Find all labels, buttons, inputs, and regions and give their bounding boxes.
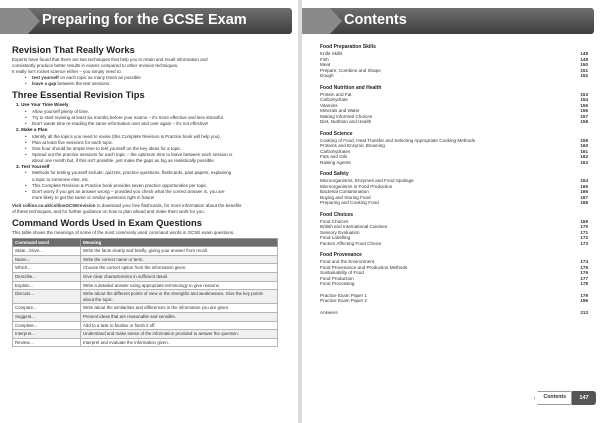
command-word: Complete... (13, 321, 81, 330)
toc-page: 178 (580, 281, 588, 286)
meaning: Give clear characteristics in sufficient detail. (81, 272, 278, 281)
bullet-text: a topic to someone else, etc. (32, 176, 90, 182)
left-page (0, 0, 298, 423)
command-word: Name... (13, 255, 81, 264)
bullet-text: about one month but, if this isn't possible, just make the gaps as big as realistically possible. (32, 157, 215, 163)
column-header: Meaning (81, 239, 278, 247)
toc-label: Practice Exam Paper 1 (320, 292, 367, 298)
bullet-item: • Don't waste time re-reading the same information over and over again – it's not effective! (12, 121, 290, 127)
bullet-item (12, 81, 290, 87)
meaning: Add to a task to finalise or finish it off. (81, 321, 278, 330)
bullet-item: • Plan at least five sessions for each topic. (12, 140, 290, 146)
toc-page: 160 (580, 143, 588, 148)
toc-label: Sustainability of Food (320, 270, 364, 275)
toc-label: Knife Skills (320, 51, 343, 56)
command-word: State.../Give... (13, 247, 81, 256)
toc-page: 175 (580, 264, 588, 270)
table-body (13, 247, 278, 347)
table-row (13, 281, 278, 290)
bullet-text: between the test sessions. (56, 81, 111, 87)
toc-label: Sensory Evaluation (320, 229, 360, 235)
toc-entry[interactable] (320, 73, 592, 79)
toc-label: Practice Exam Paper 2 (320, 298, 367, 303)
toc-page: 149 (580, 56, 588, 62)
toc-page: 164 (580, 178, 588, 183)
toc-entry[interactable] (320, 241, 592, 247)
toc-section-title: Food Science (320, 130, 353, 137)
command-word: Review... (13, 338, 81, 347)
toc-label: Vitamins (320, 102, 338, 108)
section-heading: Command Words Used in Exam Questions (12, 217, 202, 229)
toc-label: Food Labelling (320, 235, 351, 240)
toc-section-title: Food Nutrition and Health (320, 84, 382, 91)
toc-label: Proteins and Enzymic Browning (320, 143, 385, 148)
toc-entry[interactable] (320, 119, 592, 125)
toc-label: Food and the Environment (320, 259, 375, 264)
toc-label: Meat (320, 62, 331, 67)
toc-entry[interactable] (320, 200, 592, 206)
toc-section-title: Food Choices (320, 211, 354, 218)
table-row (13, 290, 278, 304)
meaning: Write about the different points of view or the strengths and weaknesses. Give the key points about the topic. (81, 290, 278, 304)
toc-label: Factors Affecting Food Choice (320, 240, 382, 246)
toc-page: 169 (580, 218, 588, 224)
toc-page: 162 (580, 154, 588, 159)
paragraph: This table shows the meanings of some of the most commonly used command words in GCSE exam questions. (12, 230, 235, 236)
tip-heading: 3. Test Yourself (16, 164, 50, 170)
toc-page: 166 (580, 189, 588, 194)
table-row (13, 247, 278, 256)
toc-page: 174 (580, 259, 588, 264)
meaning: Write the correct name or term. (81, 255, 278, 264)
toc-page: 173 (580, 240, 588, 246)
toc-page: 161 (580, 148, 588, 154)
toc-label: Prepare, Combine and Shape (320, 67, 381, 73)
paragraph: It really isn't rocket science either – you simply need to: (12, 69, 122, 75)
paragraph: consistently produce better results in exams compared to other revision techniques. (12, 63, 179, 69)
toc-label: Food Provenance and Production Methods (320, 264, 408, 270)
toc-page: 167 (580, 194, 588, 200)
meaning: Write a detailed answer using appropriate terminology to give reasons. (81, 281, 278, 290)
toc-label: Bacterial Contamination (320, 189, 369, 194)
toc-page: 172 (580, 235, 588, 240)
toc-entry[interactable] (320, 160, 592, 166)
toc-label: Raising Agents (320, 159, 351, 165)
toc-page: 168 (580, 200, 588, 205)
bullet-bold: leave a gap (32, 81, 57, 87)
visit-link[interactable]: Visit collins.co.uk/collinsGCSErevision (12, 202, 96, 208)
bullet-item: • Identify all the topics you need to revise (this Complete Revision & Practice book will help you). (12, 134, 290, 140)
command-word: Explain... (13, 281, 81, 290)
bullet-text: Don't worry if you get an answer wrong – provided you check what the correct answer is, you are (32, 188, 225, 194)
bullet-item: • One hour should be ample time to test yourself on the key ideas for a topic. (12, 146, 290, 152)
table-row (13, 272, 278, 281)
table-row (13, 264, 278, 273)
toc-page: 176 (580, 270, 588, 275)
command-word: Interpret... (13, 330, 81, 339)
command-word: Compare... (13, 304, 81, 313)
section-heading: Three Essential Revision Tips (12, 89, 145, 101)
toc-page: 158 (580, 119, 588, 124)
toc-page: 157 (580, 113, 588, 119)
toc-label: Buying and Storing Food (320, 194, 371, 200)
command-word: Describe... (13, 272, 81, 281)
toc-page: 171 (580, 229, 588, 235)
toc-label: Preparing and Cooking Food (320, 200, 379, 205)
toc-page: 179 (580, 292, 588, 298)
bullet-item: • Allow yourself plenty of time. (12, 109, 290, 115)
toc-label: Fats and Oils (320, 154, 348, 159)
bullet-bold: test yourself (32, 75, 59, 81)
toc-label: British and International Cuisines (320, 224, 388, 229)
paragraph-text: to download your free flashcards, for more information about the benefits (95, 202, 242, 208)
toc-label: Dough (320, 73, 334, 78)
toc-label: Minerals and Water (320, 108, 360, 113)
right-page (302, 0, 600, 423)
bullet-item: • This Complete Revision & Practice book provides seven practice opportunities per topic. (12, 183, 290, 189)
toc-page: 159 (580, 137, 588, 143)
toc-label: Carbohydrate (320, 97, 348, 102)
bullet-text: Spread out the practice sessions for each topic – the optimum time to leave between each session is (32, 151, 233, 157)
page-footer (534, 391, 596, 405)
toc-page: 163 (580, 159, 588, 165)
right-banner (302, 8, 594, 34)
toc-label: Microorganisms in Food Production (320, 183, 393, 189)
command-word: Suggest... (13, 312, 81, 321)
toc-label: Microorganisms, Enzymes and Food Spoilage (320, 178, 414, 183)
bullet-item: • Try to start revising at least six months before your exams – it's more effective and less stressful. (12, 115, 290, 121)
toc-section-title: Food Provenance (320, 252, 362, 258)
toc-page: 148 (580, 51, 588, 56)
toc-page: 155 (580, 102, 588, 108)
toc-page: 165 (580, 183, 588, 189)
bullet-item (12, 170, 290, 182)
page-title: Contents (344, 12, 407, 28)
contents-list (320, 44, 592, 315)
table-header-row (13, 239, 278, 247)
toc-page: 213 (580, 309, 588, 315)
bullet-text: more likely to get the same or similar questions right in future! (32, 194, 155, 200)
toc-page: 152 (580, 73, 588, 78)
paragraph: Experts have found that there are two techniques that help you to retain and recall information and (12, 57, 208, 62)
toc-page: 196 (580, 298, 588, 303)
table-row (13, 330, 278, 339)
command-word: Which... (13, 264, 81, 273)
left-banner (0, 8, 292, 34)
toc-page: 153 (580, 91, 588, 97)
meaning: Understand and make sense of the information provided to answer the question. (81, 330, 278, 339)
toc-label: Food Processing (320, 281, 355, 286)
bullet-text: Methods for testing yourself include: quizzes, practice questions, flashcards, past papers, explaining (32, 170, 232, 176)
meaning: Present ideas that are reasonable and sensible. (81, 312, 278, 321)
table-row (13, 304, 278, 313)
toc-entry[interactable] (320, 310, 592, 316)
toc-page: 156 (580, 108, 588, 113)
toc-label: Cooking of Food, Heat Transfer and Selecting Appropriate Cooking Methods (320, 137, 476, 143)
bullet-item (12, 152, 290, 164)
page-number: 147 (572, 391, 596, 405)
meaning: Choose the correct option from the information given. (81, 264, 278, 273)
table-row (13, 321, 278, 330)
toc-label: Fish (320, 56, 329, 62)
paragraph: of these techniques, and for further guidance on how to plan ahead and make them work for you. (12, 209, 205, 214)
command-words-table (12, 238, 278, 347)
table-row (13, 255, 278, 264)
left-content (12, 44, 290, 347)
toc-label: Making Informed Choices (320, 113, 373, 119)
meaning: Write the facts clearly and briefly, giving your answer from recall. (81, 247, 278, 256)
footer-label: Contents (543, 394, 566, 400)
meaning: Interpret and evaluate the information given. (81, 338, 278, 347)
toc-label: Answers (320, 309, 338, 315)
toc-page: 154 (580, 97, 588, 102)
toc-label: Food Choices (320, 218, 349, 224)
toc-label: Food Production (320, 275, 354, 281)
table-row (13, 312, 278, 321)
tip-heading: 1. Use Your Time Wisely (16, 102, 69, 108)
toc-section-title: Food Safety (320, 171, 349, 177)
command-word: Discuss... (13, 290, 81, 304)
tip-heading: 2. Make a Plan (16, 127, 48, 133)
toc-page: 150 (580, 62, 588, 67)
toc-label: Carbohydrates (320, 148, 351, 154)
toc-section-title: Food Preparation Skills (320, 44, 376, 50)
table-row (13, 338, 278, 347)
toc-page: 151 (580, 67, 588, 73)
toc-page: 177 (580, 275, 588, 281)
toc-label: Diet, Nutrition and Health (320, 119, 372, 124)
toc-label: Protein and Fat (320, 91, 352, 97)
section-heading: Revision That Really Works (12, 44, 135, 55)
column-header: Command word (13, 239, 81, 247)
meaning: Write about the similarities and differences in the information you are given. (81, 304, 278, 313)
bullet-text: on each topic as many times as possible (58, 75, 141, 81)
toc-page: 170 (580, 224, 588, 229)
bullet-item (12, 189, 290, 201)
page-title: Preparing for the GCSE Exam (42, 12, 247, 28)
